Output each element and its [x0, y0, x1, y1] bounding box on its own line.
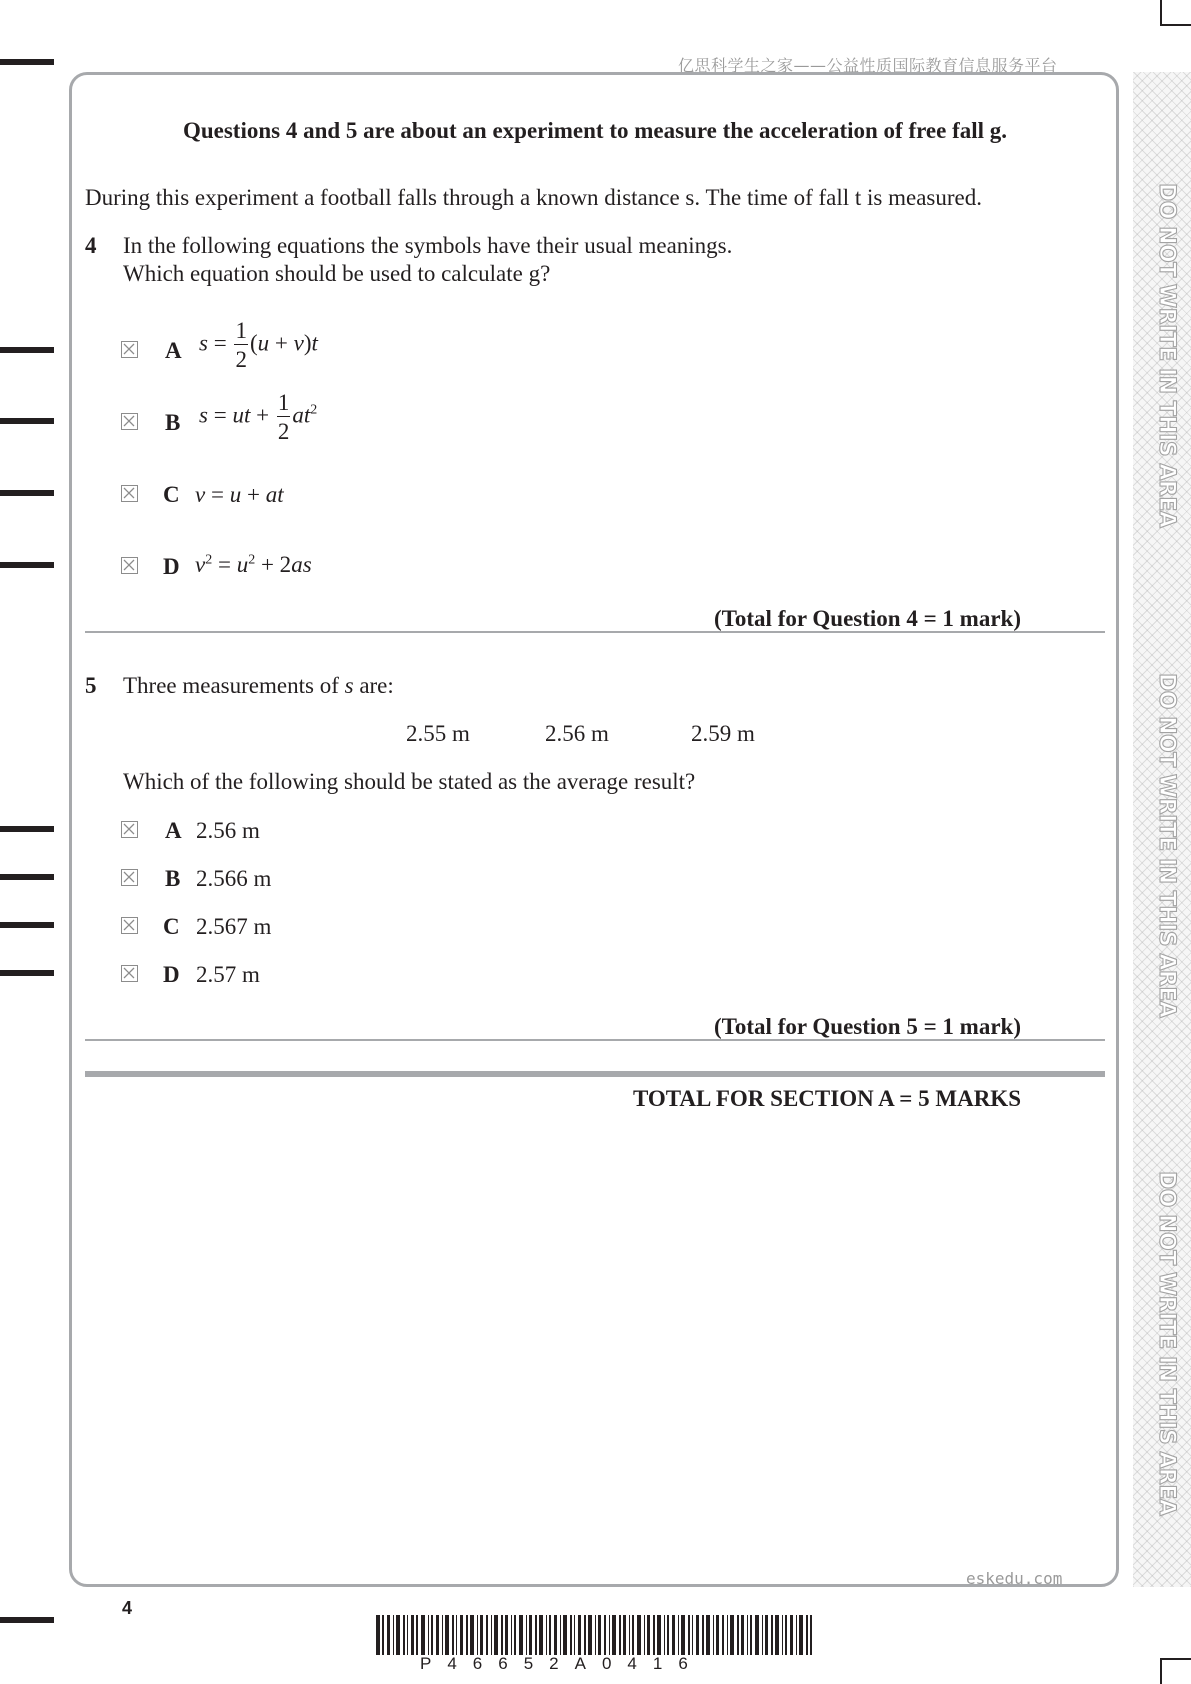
equation-b: s = ut + $\frac{1}{2}$ $at^2$: [199, 390, 318, 444]
question-total: (Total for Question 4 = 1 mark): [714, 606, 1021, 631]
experiment-description: During this experiment a football falls through a known distance s. The time of fall t is measured.: [85, 185, 982, 210]
crop-mark: [1160, 24, 1191, 26]
answer-checkbox[interactable]: [121, 413, 138, 430]
option-letter: A: [165, 818, 182, 843]
timing-mark: [0, 562, 54, 568]
timing-mark: [0, 874, 54, 880]
footer-watermark: eskedu.com: [966, 1569, 1063, 1588]
do-not-write-label: DO NOT WRITE IN THIS AREA: [1154, 1171, 1179, 1516]
answer-checkbox[interactable]: [121, 485, 138, 502]
option-text: 2.567 m: [196, 914, 272, 939]
header-watermark: 亿思科学生之家——公益性质国际教育信息服务平台: [678, 56, 1058, 75]
option-letter: D: [163, 554, 180, 579]
timing-mark: [0, 347, 54, 353]
option-letter: B: [165, 866, 181, 891]
question-stem: Three measurements of s are:: [123, 673, 394, 698]
measurement: 2.56 m: [545, 721, 609, 746]
divider: [85, 1039, 1105, 1041]
question-number: 4: [85, 233, 97, 258]
question-number: 5: [85, 673, 97, 698]
answer-checkbox[interactable]: [121, 821, 138, 838]
timing-mark: [0, 418, 54, 424]
answer-checkbox[interactable]: [121, 557, 138, 574]
crop-mark: [1160, 1658, 1162, 1684]
timing-mark: [0, 59, 54, 65]
questions-heading: Questions 4 and 5 are about an experiment to measure the acceleration of free fall g.: [182, 118, 1008, 143]
option-letter: C: [163, 914, 180, 939]
answer-checkbox[interactable]: [121, 869, 138, 886]
section-divider: [85, 1071, 1105, 1077]
measurement: 2.55 m: [406, 721, 470, 746]
option-letter: B: [165, 410, 181, 435]
do-not-write-label: DO NOT WRITE IN THIS AREA: [1154, 183, 1179, 528]
measurement: 2.59 m: [691, 721, 755, 746]
answer-checkbox[interactable]: [121, 917, 138, 934]
crop-mark: [1160, 0, 1162, 26]
equation-c: v = u + at: [195, 482, 284, 507]
answer-checkbox[interactable]: [121, 341, 138, 358]
timing-mark: [0, 970, 54, 976]
equation-d: $v^2 = u^2 + 2as$: [195, 552, 312, 577]
equation-a: s = $\frac{1}{2}$ (u + v)t: [199, 318, 318, 372]
do-not-write-label: DO NOT WRITE IN THIS AREA: [1154, 673, 1179, 1018]
barcode-number: P46652A0416: [420, 1654, 704, 1673]
question-prompt: Which of the following should be stated as the average result?: [123, 769, 696, 794]
option-text: 2.57 m: [196, 962, 260, 987]
divider: [85, 631, 1105, 633]
timing-mark: [0, 826, 54, 832]
barcode: [376, 1615, 812, 1655]
option-letter: A: [165, 338, 182, 363]
option-letter: C: [163, 482, 180, 507]
answer-checkbox[interactable]: [121, 965, 138, 982]
question-stem: In the following equations the symbols have their usual meanings.: [123, 233, 733, 258]
timing-mark: [0, 490, 54, 496]
page-number: 4: [122, 1598, 133, 1618]
question-total: (Total for Question 5 = 1 mark): [714, 1014, 1021, 1039]
option-text: 2.56 m: [196, 818, 260, 843]
crop-mark: [1160, 1658, 1191, 1660]
timing-mark: [0, 1617, 54, 1623]
timing-mark: [0, 922, 54, 928]
option-letter: D: [163, 962, 180, 987]
option-text: 2.566 m: [196, 866, 272, 891]
question-stem: Which equation should be used to calculate g?: [123, 261, 551, 286]
section-total: TOTAL FOR SECTION A = 5 MARKS: [632, 1086, 1021, 1111]
